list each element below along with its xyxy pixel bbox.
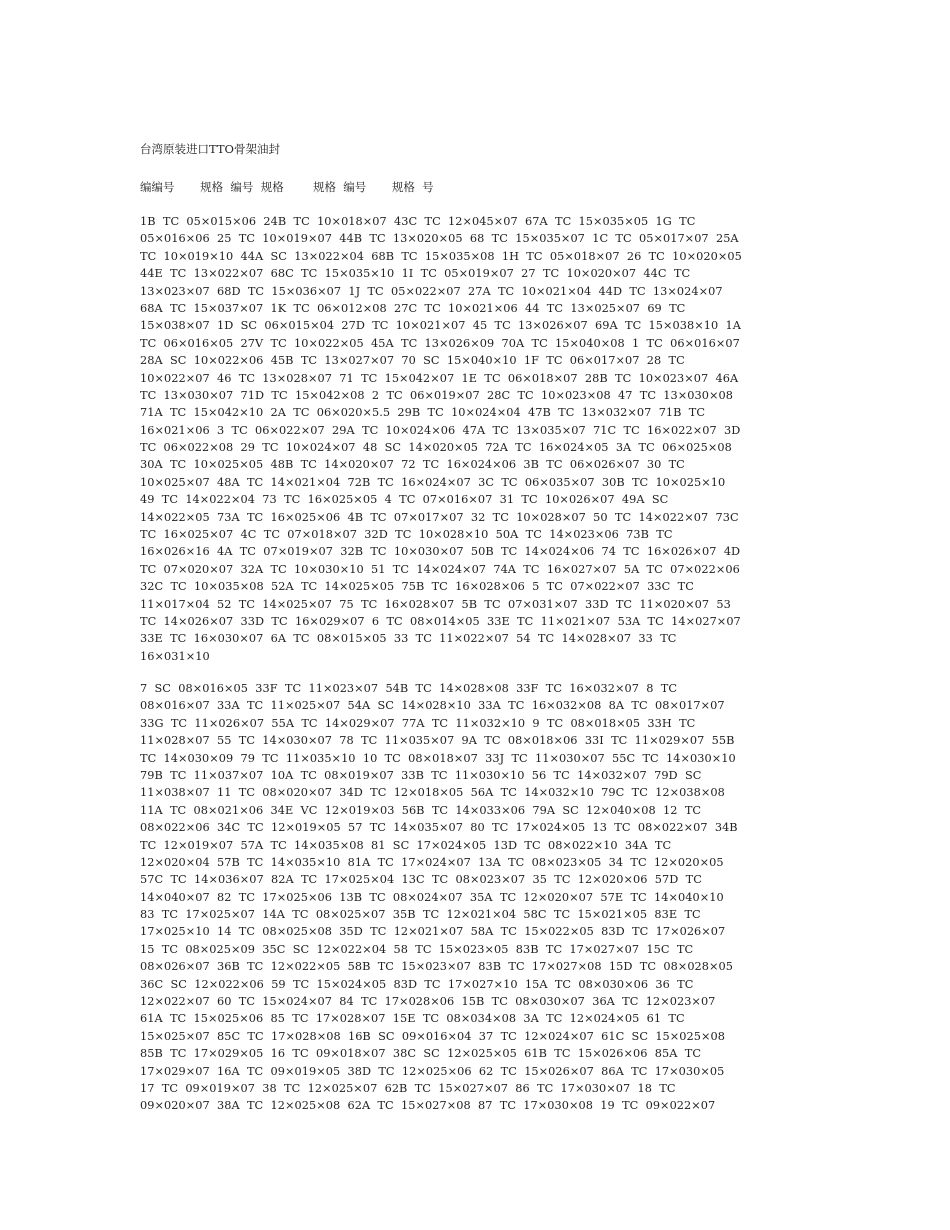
spec-line: TC 16×025×07 4C TC 07×018×07 32D TC 10×028×10 50A TC 14×023×06 73B TC bbox=[140, 528, 673, 542]
spec-line: 11×017×04 52 TC 14×025×07 75 TC 16×028×07 5B TC 07×031×07 33D TC 11×020×07 53 bbox=[140, 597, 731, 611]
spec-line: 44E TC 13×022×07 68C TC 15×035×10 1I TC 05×019×07 27 TC 10×020×07 44C TC bbox=[140, 267, 691, 281]
spec-line: 05×016×06 25 TC 10×019×07 44B TC 13×020×05 68 TC 15×035×07 1C TC 05×017×07 25A bbox=[140, 232, 739, 246]
spec-line: TC 06×016×05 27V TC 10×022×05 45A TC 13×026×09 70A TC 15×040×08 1 TC 06×016×07 bbox=[140, 336, 740, 350]
spec-line: 11×038×07 11 TC 08×020×07 34D TC 12×018×05 56A TC 14×032×10 79C TC 12×038×08 bbox=[140, 786, 725, 800]
spec-line: 16×031×10 bbox=[140, 649, 210, 663]
spec-line: TC 14×030×09 79 TC 11×035×10 10 TC 08×018×07 33J TC 11×030×07 55C TC 14×030×10 bbox=[140, 751, 736, 765]
spec-line: 1B TC 05×015×06 24B TC 10×018×07 43C TC 12×045×07 67A TC 15×035×05 1G TC bbox=[140, 215, 696, 228]
spec-line: 10×025×07 48A TC 14×021×04 72B TC 16×024×07 3C TC 06×035×07 30B TC 10×025×10 bbox=[140, 475, 726, 489]
spec-line: 33E TC 16×030×07 6A TC 08×015×05 33 TC 11×022×07 54 TC 14×028×07 33 TC bbox=[140, 632, 677, 646]
document-page bbox=[140, 141, 810, 1113]
spec-line: 09×020×07 38A TC 12×025×08 62A TC 15×027×08 87 TC 17×030×08 19 TC 09×022×07 bbox=[140, 1099, 716, 1113]
spec-line: 32C TC 10×035×08 52A TC 14×025×05 75B TC 16×028×06 5 TC 07×022×07 33C TC bbox=[140, 580, 694, 594]
spec-line: 83 TC 17×025×07 14A TC 08×025×07 35B TC 12×021×04 58C TC 15×021×05 83E TC bbox=[140, 908, 701, 922]
spec-line: 15 TC 08×025×09 35C SC 12×022×04 58 TC 15×023×05 83B TC 17×027×07 15C TC bbox=[140, 942, 694, 956]
spec-line: 16×026×16 4A TC 07×019×07 32B TC 10×030×07 50B TC 14×024×06 74 TC 16×026×07 4D bbox=[140, 545, 741, 559]
spec-line: 08×016×07 33A TC 11×025×07 54A SC 14×028×10 33A TC 16×032×08 8A TC 08×017×07 bbox=[140, 699, 725, 713]
spec-line: TC 14×026×07 33D TC 16×029×07 6 TC 08×014×05 33E TC 11×021×07 53A TC 14×027×07 bbox=[140, 614, 741, 628]
spec-line: 16×021×06 3 TC 06×022×07 29A TC 10×024×06 47A TC 13×035×07 71C TC 16×022×07 3D bbox=[140, 423, 741, 437]
spec-line: 79B TC 11×037×07 10A TC 08×019×07 33B TC 11×030×10 56 TC 14×032×07 79D SC bbox=[140, 768, 702, 782]
spec-line: 49 TC 14×022×04 73 TC 16×025×05 4 TC 07×016×07 31 TC 10×026×07 49A SC bbox=[140, 493, 669, 507]
spec-line: 08×022×06 34C TC 12×019×05 57 TC 14×035×07 80 TC 17×024×05 13 TC 08×022×07 34B bbox=[140, 821, 738, 835]
spec-line: 12×020×04 57B TC 14×035×10 81A TC 17×024×07 13A TC 08×023×05 34 TC 12×020×05 bbox=[140, 855, 724, 869]
spec-line: 71A TC 15×042×10 2A TC 06×020×5.5 29B TC 10×024×04 47B TC 13×032×07 71B TC bbox=[140, 406, 706, 420]
spec-line: 17×025×10 14 TC 08×025×08 35D TC 12×021×07 58A TC 15×022×05 83D TC 17×026×07 bbox=[140, 925, 726, 939]
spec-line: 13×023×07 68D TC 15×036×07 1J TC 05×022×07 27A TC 10×021×04 44D TC 13×024×07 bbox=[140, 284, 723, 298]
spec-line: 08×026×07 36B TC 12×022×05 58B TC 15×023×07 83B TC 17×027×08 15D TC 08×028×05 bbox=[140, 960, 734, 974]
spec-line: 30A TC 10×025×05 48B TC 14×020×07 72 TC 16×024×06 3B TC 06×026×07 30 TC bbox=[140, 458, 685, 472]
spec-line: 68A TC 15×037×07 1K TC 06×012×08 27C TC 10×021×06 44 TC 13×025×07 69 TC bbox=[140, 301, 686, 315]
spec-line: 17 TC 09×019×07 38 TC 12×025×07 62B TC 15×027×07 86 TC 17×030×07 18 TC bbox=[140, 1081, 676, 1095]
spec-line: 15×025×07 85C TC 17×028×08 16B SC 09×016×04 37 TC 12×024×07 61C SC 15×025×08 bbox=[140, 1029, 726, 1043]
spec-line: TC 10×019×10 44A SC 13×022×04 68B TC 15×035×08 1H TC 05×018×07 26 TC 10×020×05 bbox=[140, 249, 742, 263]
spec-line: 7 SC 08×016×05 33F TC 11×023×07 54B TC 14×028×08 33F TC 16×032×07 8 TC bbox=[140, 682, 678, 695]
spec-line: 14×040×07 82 TC 17×025×06 13B TC 08×024×07 35A TC 12×020×07 57E TC 14×040×10 bbox=[140, 890, 724, 904]
spec-line: TC 07×020×07 32A TC 10×030×10 51 TC 14×024×07 74A TC 16×027×07 5A TC 07×022×06 bbox=[140, 562, 740, 576]
spec-line: TC 06×022×08 29 TC 10×024×07 48 SC 14×020×05 72A TC 16×024×05 3A TC 06×025×08 bbox=[140, 441, 732, 455]
spec-line: 10×022×07 46 TC 13×028×07 71 TC 15×042×07 1E TC 06×018×07 28B TC 10×023×07 46A bbox=[140, 371, 739, 385]
spec-list-block-1 bbox=[140, 213, 810, 665]
spec-line: 14×022×05 73A TC 16×025×06 4B TC 07×017×07 32 TC 10×028×07 50 TC 14×022×07 73C bbox=[140, 510, 739, 524]
spec-line: 17×029×07 16A TC 09×019×05 38D TC 12×025×06 62 TC 15×026×07 86A TC 17×030×05 bbox=[140, 1064, 725, 1078]
spec-line: 11A TC 08×021×06 34E VC 12×019×03 56B TC 14×033×06 79A SC 12×040×08 12 TC bbox=[140, 803, 702, 817]
spec-line: 11×028×07 55 TC 14×030×07 78 TC 11×035×07 9A TC 08×018×06 33I TC 11×029×07 55B bbox=[140, 734, 735, 748]
spec-line: 28A SC 10×022×06 45B TC 13×027×07 70 SC 15×040×10 1F TC 06×017×07 28 TC bbox=[140, 354, 685, 368]
spec-line: 36C SC 12×022×06 59 TC 15×024×05 83D TC 17×027×10 15A TC 08×030×06 36 TC bbox=[140, 977, 694, 991]
spec-line: 15×038×07 1D SC 06×015×04 27D TC 10×021×07 45 TC 13×026×07 69A TC 15×038×10 1A bbox=[140, 319, 741, 333]
document-title: 台湾原装进口TTO骨架油封 bbox=[140, 142, 280, 156]
spec-line: TC 13×030×07 71D TC 15×042×08 2 TC 06×019×07 28C TC 10×023×08 47 TC 13×030×08 bbox=[140, 388, 733, 402]
spec-line: 85B TC 17×029×05 16 TC 09×018×07 38C SC 12×025×05 61B TC 15×026×06 85A TC bbox=[140, 1047, 702, 1061]
spec-line: TC 12×019×07 57A TC 14×035×08 81 SC 17×024×05 13D TC 08×022×10 34A TC bbox=[140, 838, 672, 852]
spec-line: 33G TC 11×026×07 55A TC 14×029×07 77A TC 11×032×10 9 TC 08×018×05 33H TC bbox=[140, 716, 696, 730]
spec-list-block-2 bbox=[140, 680, 810, 1115]
column-header-line: 编编号 规格 编号 规格 规格 编号 规格 号 bbox=[140, 180, 434, 194]
spec-line: 57C TC 14×036×07 82A TC 17×025×04 13C TC 08×023×07 35 TC 12×020×06 57D TC bbox=[140, 873, 702, 887]
spec-line: 12×022×07 60 TC 15×024×07 84 TC 17×028×06 15B TC 08×030×07 36A TC 12×023×07 bbox=[140, 995, 716, 1009]
spec-line: 61A TC 15×025×06 85 TC 17×028×07 15E TC 08×034×08 3A TC 12×024×05 61 TC bbox=[140, 1012, 685, 1026]
